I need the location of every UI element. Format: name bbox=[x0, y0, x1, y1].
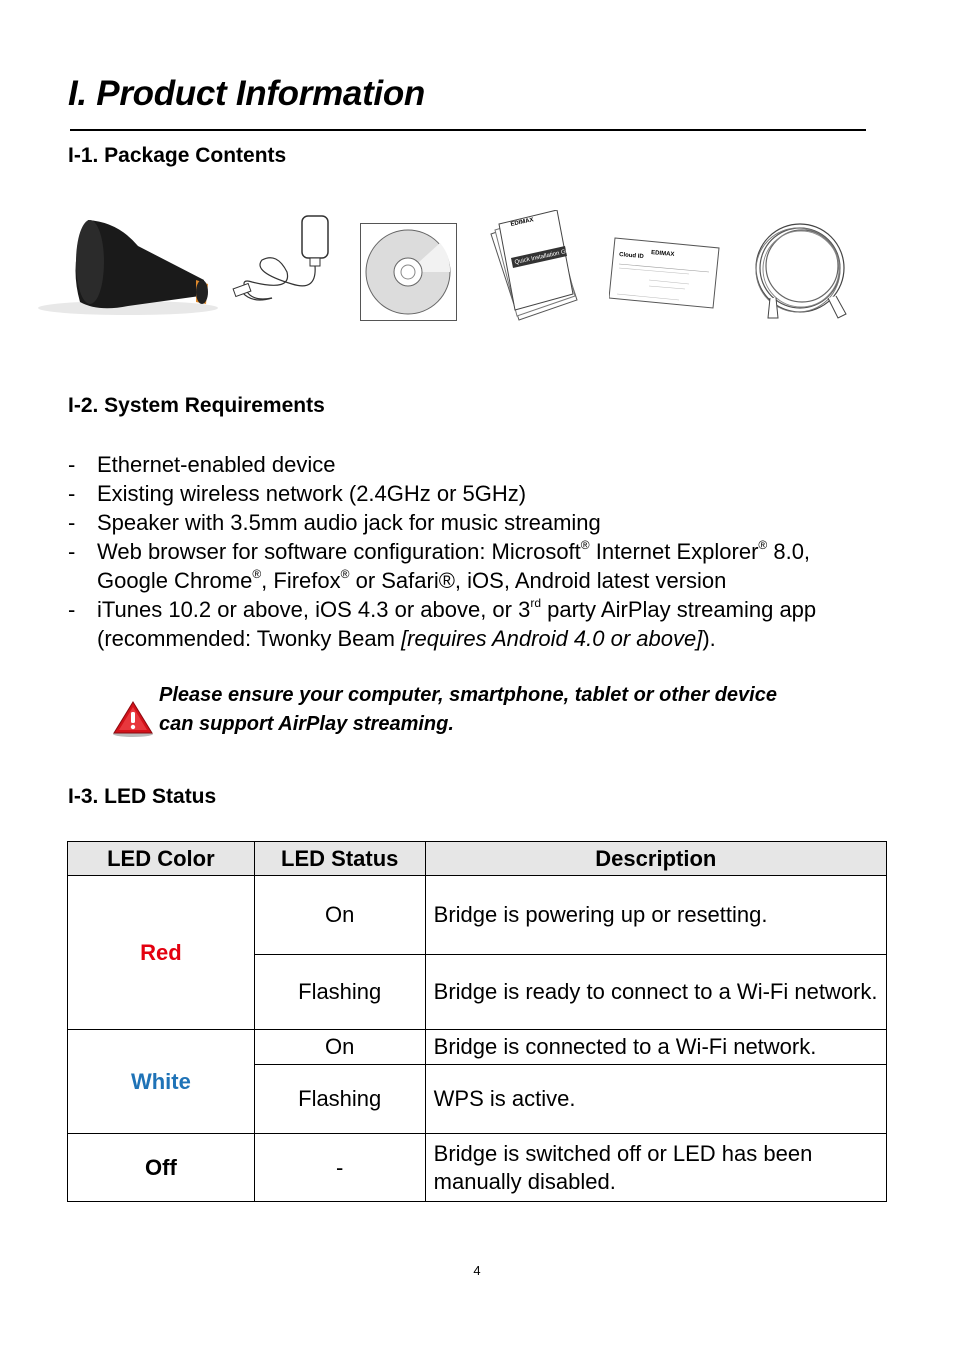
table-row bbox=[68, 1134, 887, 1202]
list-item-itunes: - iTunes 10.2 or above, iOS 4.3 or above, or 3rd party AirPlay streaming app (recommended: Twonky Beam [requires Android 4.0 or above]). bbox=[68, 596, 817, 651]
led-status-cell: Flashing bbox=[254, 955, 425, 1030]
led-status-heading: I-3. LED Status bbox=[68, 785, 217, 808]
led-status-cell: On bbox=[254, 1030, 425, 1065]
led-color-off: Off bbox=[68, 1134, 255, 1202]
led-color-white: White bbox=[68, 1030, 255, 1134]
cloud-id-label: Cloud ID bbox=[618, 252, 644, 261]
list-item-browsers: - Web browser for software configuration: Microsoft® Internet Explorer® 8.0, Google Chrome®, Firefox® or Safari®, iOS, Android latest version bbox=[68, 538, 811, 593]
led-status-table bbox=[67, 841, 887, 1202]
qig-brand: EDIMAX bbox=[510, 217, 535, 228]
warning-icon bbox=[112, 700, 154, 738]
led-status-cell: Flashing bbox=[254, 1065, 425, 1134]
page-title: I. Product Information bbox=[68, 74, 426, 113]
header-led-status: LED Status bbox=[254, 842, 425, 876]
cd-rom-icon bbox=[360, 223, 457, 321]
led-description-cell: Bridge is ready to connect to a Wi-Fi network. bbox=[425, 955, 886, 1030]
list-item: - Ethernet-enabled device bbox=[68, 452, 336, 477]
led-status-cell: - bbox=[254, 1134, 425, 1202]
table-row bbox=[68, 1030, 887, 1065]
led-description-cell: Bridge is switched off or LED has been manually disabled. bbox=[425, 1134, 886, 1202]
led-description-cell: Bridge is connected to a Wi-Fi network. bbox=[425, 1030, 886, 1065]
qig-label: Quick Installation Guide bbox=[514, 246, 578, 266]
package-contents-heading: I-1. Package Contents bbox=[68, 144, 287, 167]
speaker-bridge-icon bbox=[28, 210, 218, 320]
power-adapter-icon bbox=[232, 212, 332, 317]
note-line-2: can support AirPlay streaming. bbox=[159, 713, 454, 735]
cloud-id-brand: EDIMAX bbox=[650, 250, 675, 259]
led-description-cell: WPS is active. bbox=[425, 1065, 886, 1134]
table-header-row bbox=[68, 842, 887, 876]
note-line-1: Please ensure your computer, smartphone, tablet or other device bbox=[159, 684, 777, 706]
cloud-id-card-icon bbox=[609, 236, 721, 310]
list-item: - Existing wireless network (2.4GHz or 5GHz) bbox=[68, 481, 527, 506]
requirements-list bbox=[68, 450, 898, 653]
led-color-red: Red bbox=[68, 876, 255, 1030]
cable-icon bbox=[750, 218, 854, 326]
led-status-cell: On bbox=[254, 876, 425, 955]
table-row bbox=[68, 876, 887, 955]
airplay-note bbox=[159, 681, 777, 739]
quick-installation-guide-icon bbox=[487, 210, 579, 322]
header-description: Description bbox=[425, 842, 886, 876]
title-divider bbox=[70, 129, 866, 131]
page-number: 4 bbox=[473, 1263, 481, 1278]
system-requirements-heading: I-2. System Requirements bbox=[68, 394, 325, 417]
header-led-color: LED Color bbox=[68, 842, 255, 876]
led-description-cell: Bridge is powering up or resetting. bbox=[425, 876, 886, 955]
list-item: - Speaker with 3.5mm audio jack for music streaming bbox=[68, 510, 601, 535]
